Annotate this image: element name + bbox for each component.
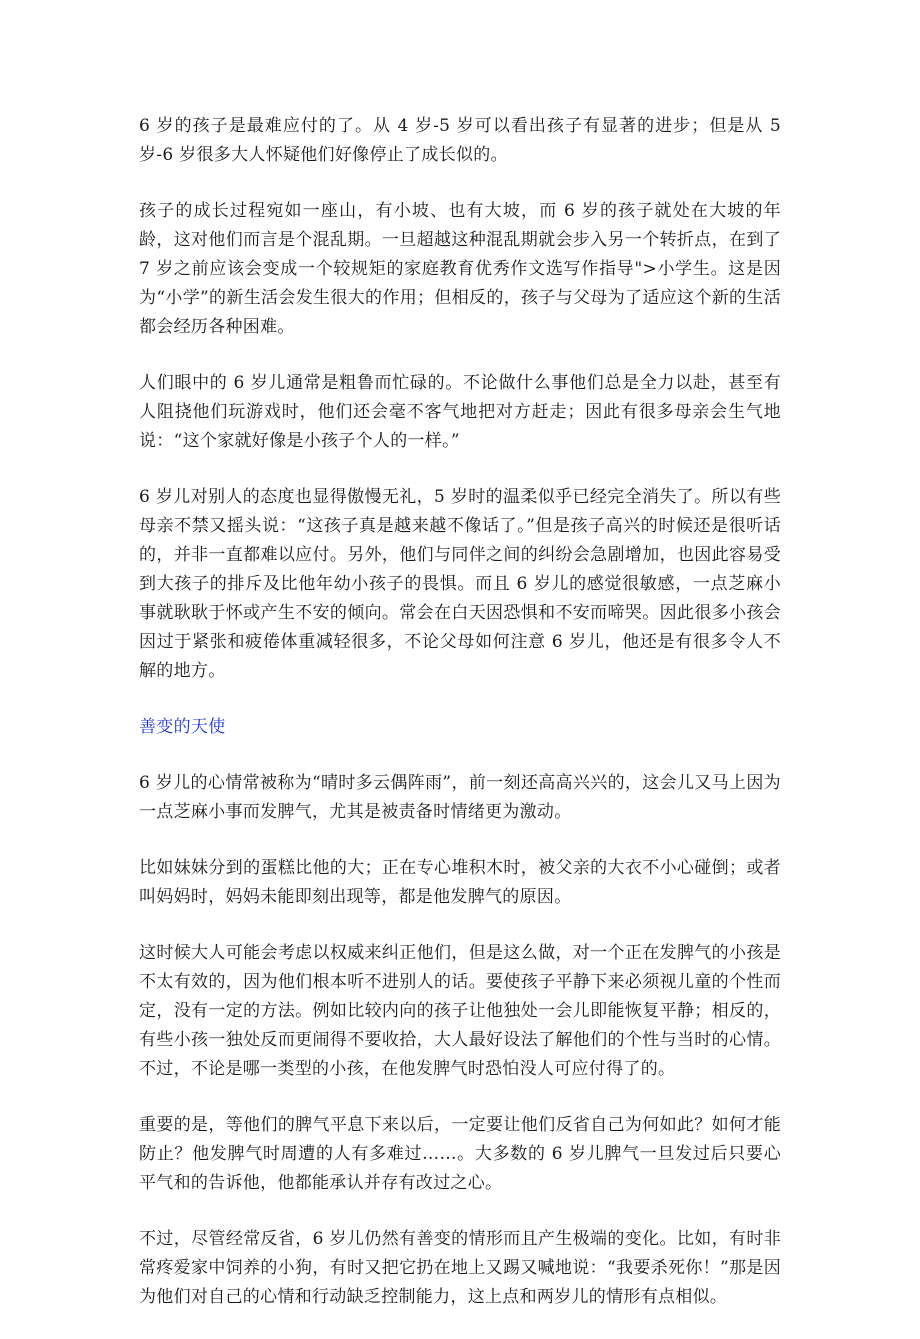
paragraph-intro-1: 6 岁的孩子是最难应付的了。从 4 岁-5 岁可以看出孩子有显著的进步；但是从 5 岁-6 岁很多大人怀疑他们好像停止了成长似的。 (139, 116, 781, 165)
paragraph-section-2: 比如妹妹分到的蛋糕比他的大；正在专心堆积木时，被父亲的大衣不小心碰倒；或者叫妈妈时，妈妈未能即刻出现等，都是他发脾气的原因。 (139, 858, 781, 907)
paragraph-section-1: 6 岁儿的心情常被称为“晴时多云偶阵雨”，前一刻还高高兴兴的，这会儿又马上因为一点芝麻小事而发脾气，尤其是被责备时情绪更为激动。 (139, 773, 781, 822)
paragraph-intro-2: 孩子的成长过程宛如一座山，有小坡、也有大坡，而 6 岁的孩子就处在大坡的年龄，这对他们而言是个混乱期。一旦超越这种混乱期就会步入另一个转折点，在到了 7 岁之前应该会变成一个较规矩的家庭教育优秀作文选写作指导">小学生。这是因为“小学”的新生活会发生很大的作用；但相反的，孩子与父母为了适应这个新的生活都会经历各种困难。 (139, 201, 781, 337)
paragraph-section-5: 不过，尽管经常反省，6 岁儿仍然有善变的情形而且产生极端的变化。比如，有时非常疼爱家中饲养的小狗，有时又把它扔在地上又踢又喊地说：“我要杀死你！”那是因为他们对自己的心情和行动缺乏控制能力，这上点和两岁儿的情形有点相似。 (139, 1229, 781, 1307)
paragraph-section-3: 这时候大人可能会考虑以权威来纠正他们，但是这么做，对一个正在发脾气的小孩是不太有效的，因为他们根本听不进别人的话。要使孩子平静下来必须视儿童的个性而定，没有一定的方法。例如比较内向的孩子让他独处一会儿即能恢复平静；相反的，有些小孩一独处反而更闹得不要收拾，大人最好设法了解他们的个性与当时的心情。不过，不论是哪一类型的小孩，在他发脾气时恐怕没人可应付得了的。 (139, 943, 781, 1079)
paragraph-section-4: 重要的是，等他们的脾气平息下来以后，一定要让他们反省自己为何如此？如何才能防止？他发脾气时周遭的人有多难过……。大多数的 6 岁儿脾气一旦发过后只要心平气和的告诉他，他都能承认并存有改过之心。 (139, 1115, 781, 1193)
paragraph-intro-4: 6 岁儿对别人的态度也显得傲慢无礼，5 岁时的温柔似乎已经完全消失了。所以有些母亲不禁又摇头说：“这孩子真是越来越不像话了。”但是孩子高兴的时候还是很听话的，并非一直都难以应付。另外，他们与同伴之间的纠纷会急剧增加，也因此容易受到大孩子的排斥及比他年幼小孩子的畏惧。而且 6 岁儿的感觉很敏感，一点芝麻小事就耿耿于怀或产生不安的倾向。常会在白天因恐惧和不安而啼哭。因此很多小孩会因过于紧张和疲倦体重减轻很多，不论父母如何注意 6 岁儿，他还是有很多令人不解的地方。 (139, 487, 781, 681)
section-heading: 善变的天使 (139, 717, 226, 737)
paragraph-intro-3: 人们眼中的 6 岁儿通常是粗鲁而忙碌的。不论做什么事他们总是全力以赴，甚至有人阻挠他们玩游戏时，他们还会毫不客气地把对方赶走；因此有很多母亲会生气地说：“这个家就好像是小孩子个人的一样。” (139, 373, 781, 451)
document-page (139, 112, 781, 1339)
